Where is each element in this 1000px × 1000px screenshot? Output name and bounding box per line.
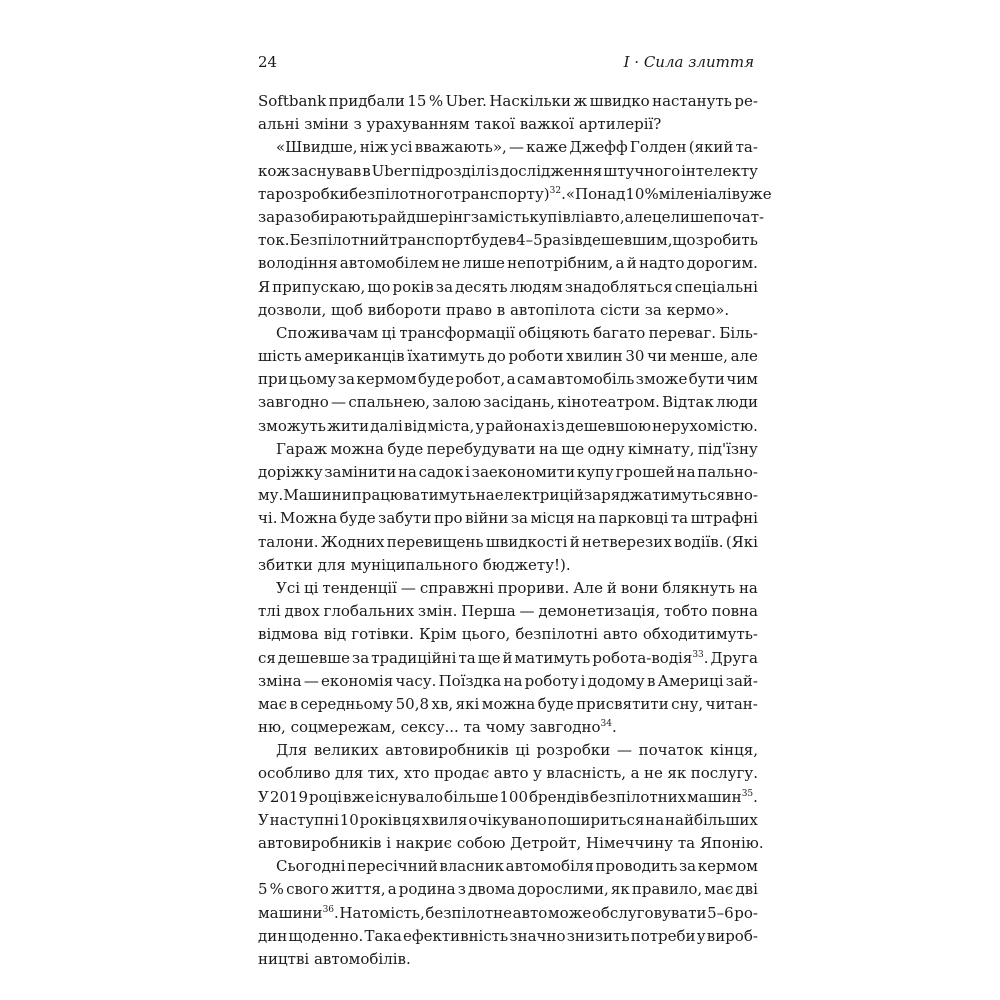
text-line: У 2019 році вже існувало більше 100 брендів безпілотних машин$^{35}$.	[258, 787, 758, 806]
text-line: талони. Жодних перевищень швидкості й нетверезих водіїв. (Які	[258, 532, 758, 551]
text-line: тлі двох глобальних змін. Перша — демонетизація, тобто повна	[258, 602, 758, 621]
text-line: Я припускаю, що років за десять людям знадобляться спеціальні	[258, 277, 758, 296]
text-line: Softbank придбали 15 % Uber. Наскільки ж швидко настануть ре-	[258, 92, 758, 110]
text-line: збитки для муніципального бюджету!).	[258, 555, 571, 574]
text-line: чі. Можна буде забути про війни за місця на парковці та штрафні	[258, 509, 758, 528]
text-line: шість американців їхатимуть до роботи хвилин 30 чи менше, але	[258, 347, 758, 366]
text-line: ток. Безпілотний транспорт буде в 4–5 разів дешевшим, що зробить	[258, 231, 758, 250]
body-text	[258, 90, 772, 971]
text-line: дозволи, щоб вибороти право в автопілота сісти за кермо».	[258, 300, 730, 319]
text-line: ництві автомобілів.	[258, 949, 411, 968]
text-line: має в середньому 50,8 хв, які можна буде присвятити сну, читан-	[258, 694, 758, 713]
text-line: при цьому за кермом буде робот, а сам автомобіль зможе бути чим	[258, 370, 758, 389]
text-line: альні зміни з урахуванням такої важкої артилерії?	[258, 115, 662, 134]
text-line: Споживачам ці трансформації обіцяють багато переваг. Біль-	[276, 323, 758, 342]
text-line: Для великих автовиробників ці розробки — початок кінця,	[276, 741, 758, 760]
text-line: дин щоденно. Така ефективність значно знизить потреби у вироб-	[258, 926, 758, 945]
text-line: му. Машини працюватимуть на електриці й заряджатимуться вно-	[258, 486, 758, 505]
text-line: Сьогодні пересічний власник автомобіля проводить за кермом	[276, 857, 758, 876]
text-line: зміна — економія часу. Поїздка на роботу і додому в Америці зай-	[258, 671, 758, 690]
text-line: завгодно — спальнею, залою засідань, кінотеатром. Відтак люди	[258, 393, 758, 412]
text-line: Гараж можна буде перебудувати на ще одну кімнату, під'їзну	[276, 439, 758, 458]
text-line: зможуть жити далі від міста, у районах із дешевшою нерухомістю.	[258, 416, 758, 435]
text-line: зараз обирають райдшерінг замість купівлі авто, але це лише почат-	[258, 207, 765, 226]
text-line: відмова від готівки. Крім цього, безпілотні авто обходитимуть-	[258, 625, 758, 644]
text-line: Усі ці тенденції — справжні прориви. Але й вони блякнуть на	[276, 578, 758, 597]
text-line: машини$^{36}$. Натомість, безпілотне авто може обслуговувати 5–6 ро-	[258, 903, 758, 922]
text-line: У наступні 10 років ця хвиля очікувано пошириться на найбільших	[258, 810, 758, 829]
page-number: 24	[258, 53, 278, 71]
text-line: автовиробників і накриє собою Детройт, Німеччину та Японію.	[258, 834, 764, 852]
text-line: 5 % свого життя, а родина з двома дорослими, як правило, має дві	[258, 880, 758, 899]
text-line: володіння автомобілем не лише непотрібним, а й надто дорогим.	[258, 254, 758, 273]
text-line: «Швидше, ніж усі вважають», — каже Джефф Голден (який та-	[276, 138, 758, 157]
text-line: ся дешевше за традиційні та ще й матимуть робота-водія$^{33}$. Друга	[258, 648, 758, 667]
text-line: доріжку замінити на садок і заекономити купу грошей на пально-	[258, 463, 758, 481]
text-line: кож заснував в Uber підрозділ із дослідження штучного інтелекту	[258, 161, 758, 180]
text-line: ню, соцмережам, сексу... та чому завгодно$^{34}$.	[258, 718, 617, 737]
text-line: та розробки безпілотного транспорту)$^{32}$. «Понад 10 % міленіалів уже	[258, 184, 772, 203]
running-header: I · Сила злиття	[623, 53, 754, 71]
text-line: особливо для тих, хто продає авто у власність, а не як послугу.	[258, 764, 758, 783]
